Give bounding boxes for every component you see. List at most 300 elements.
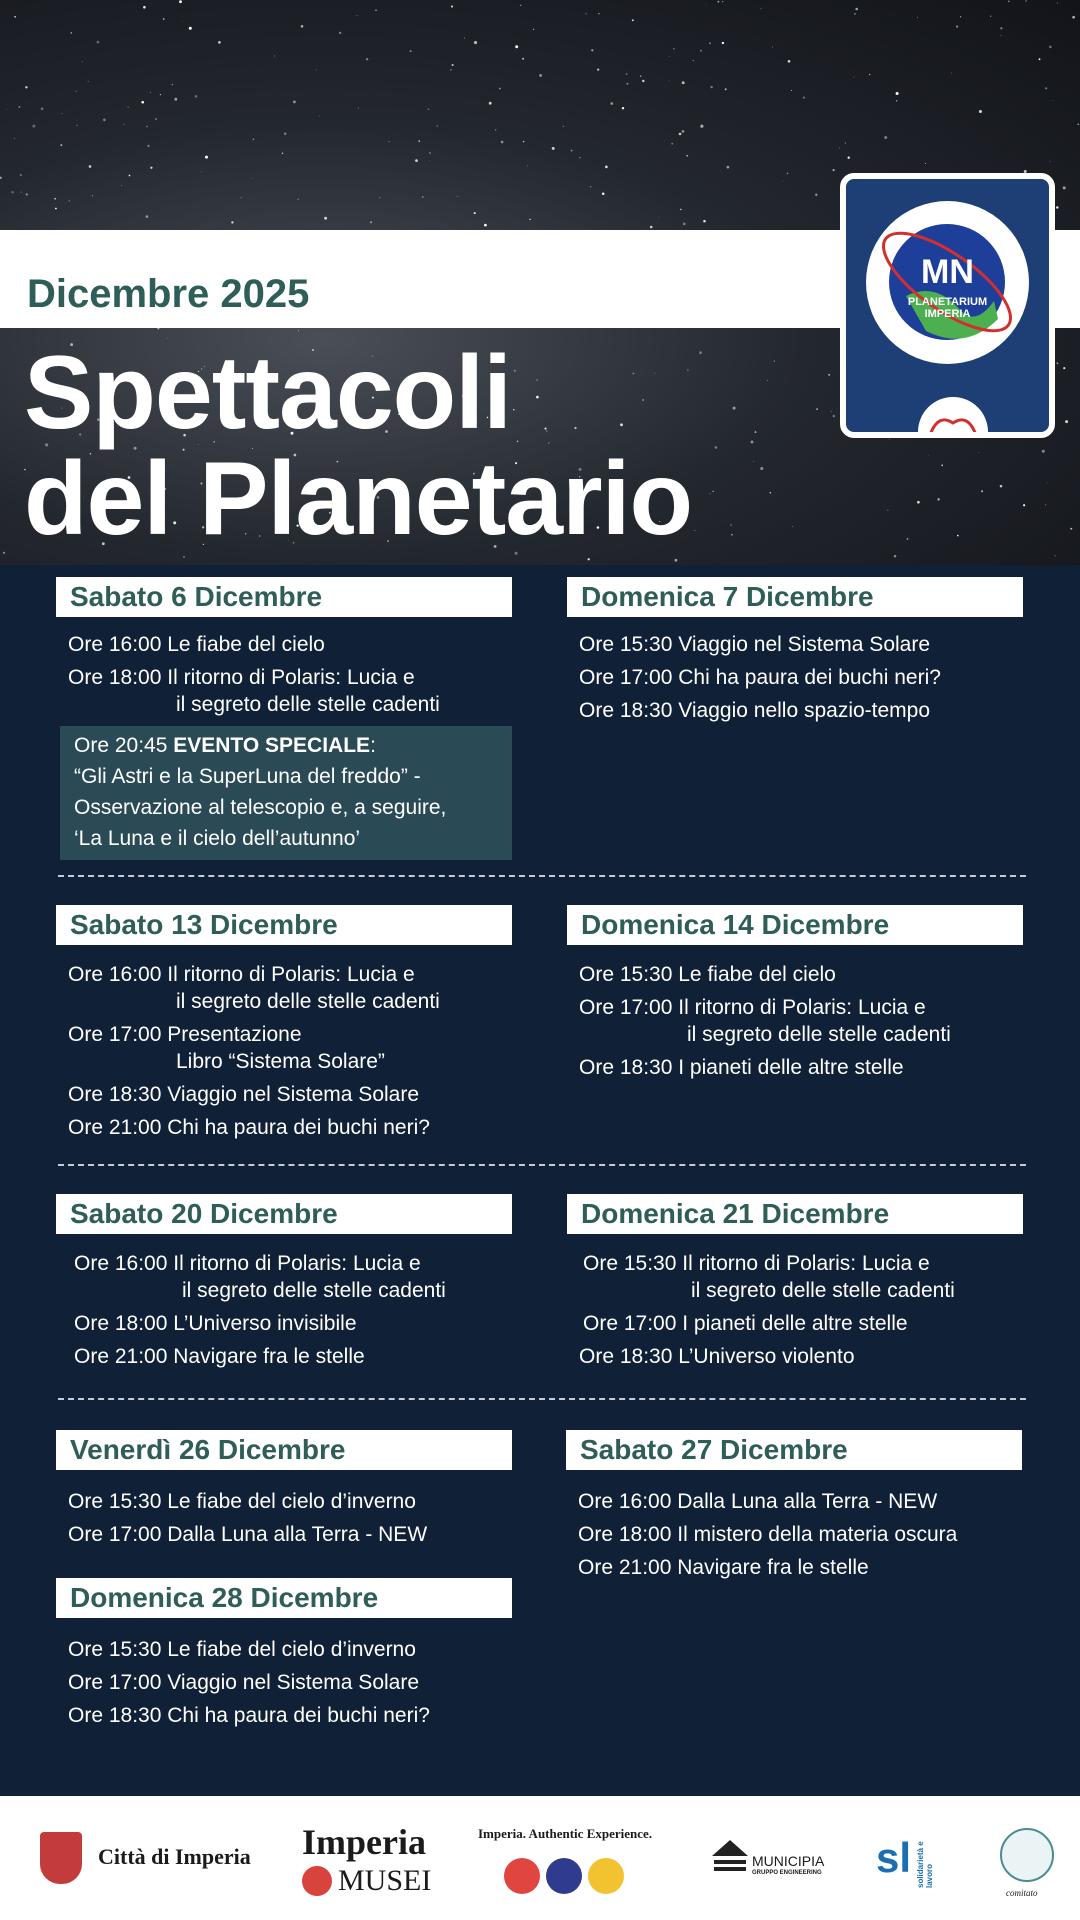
star xyxy=(69,200,70,201)
star xyxy=(55,208,57,210)
authentic-icon-blue xyxy=(546,1858,582,1894)
day-block-sun-28 xyxy=(56,1578,512,1729)
title-line-1: Spettacoli xyxy=(24,335,511,451)
star xyxy=(129,175,131,177)
star xyxy=(730,525,731,526)
event-item xyxy=(56,1250,512,1304)
star xyxy=(981,490,983,492)
event-title: Il ritorno di Polaris: Lucia e xyxy=(682,1252,930,1275)
sponsor-footer xyxy=(0,1796,1080,1920)
star xyxy=(103,119,106,122)
solidarieta-logo: sl xyxy=(876,1834,912,1881)
star xyxy=(1063,367,1065,369)
star xyxy=(520,5,521,6)
star xyxy=(252,178,253,179)
day-block-sun-21 xyxy=(567,1194,1023,1370)
star xyxy=(626,73,628,75)
event-title: Viaggio nel Sistema Solare xyxy=(167,1671,420,1694)
event-title: Il mistero della materia oscura xyxy=(677,1523,958,1546)
star xyxy=(622,107,624,109)
event-time: Ore 17:00 xyxy=(583,1312,677,1335)
star xyxy=(675,559,678,562)
day-block-sat-20 xyxy=(56,1194,512,1370)
star xyxy=(815,194,817,196)
star xyxy=(316,69,317,70)
star xyxy=(917,17,918,18)
star xyxy=(274,56,275,57)
star xyxy=(709,42,711,44)
event-title: Viaggio nello spazio-tempo xyxy=(678,699,931,722)
star xyxy=(659,217,660,218)
star xyxy=(150,92,151,93)
star xyxy=(632,19,634,21)
authentic-experience-text: Imperia. Authentic Experience. xyxy=(478,1826,653,1841)
star xyxy=(533,29,534,30)
day-heading: Sabato 13 Dicembre xyxy=(56,905,512,945)
star xyxy=(97,41,100,44)
musei-mark-icon xyxy=(302,1866,332,1896)
star xyxy=(32,125,35,128)
star xyxy=(640,76,641,77)
star xyxy=(375,10,376,11)
event-time: Ore 15:30 xyxy=(68,1638,162,1661)
star xyxy=(979,110,982,113)
star xyxy=(751,440,754,443)
event-time: Ore 21:00 xyxy=(578,1556,672,1579)
star xyxy=(92,195,93,196)
star xyxy=(284,132,287,135)
event-title: L’Universo violento xyxy=(678,1345,855,1368)
event-item xyxy=(567,631,1023,658)
star xyxy=(324,217,327,220)
event-time: Ore 18:30 xyxy=(68,1083,162,1106)
event-time: Ore 18:30 xyxy=(579,699,673,722)
star xyxy=(529,219,531,221)
star xyxy=(700,125,703,128)
star xyxy=(1039,58,1041,60)
city-crest-icon xyxy=(40,1832,82,1884)
musei-line1: Imperia xyxy=(302,1822,426,1862)
star xyxy=(717,1,719,3)
star xyxy=(76,91,77,92)
day-heading: Domenica 28 Dicembre xyxy=(56,1578,512,1618)
special-event-colon: : xyxy=(370,734,376,757)
event-time: Ore 18:00 xyxy=(578,1523,672,1546)
star xyxy=(855,8,858,11)
event-time: Ore 18:30 xyxy=(579,1056,673,1079)
event-title-continued: Libro “Sistema Solare” xyxy=(176,1050,385,1073)
event-time: Ore 16:00 xyxy=(578,1490,672,1513)
event-title: Chi ha paura dei buchi neri? xyxy=(167,1116,430,1139)
star xyxy=(1000,485,1003,488)
event-item xyxy=(567,994,1023,1048)
star xyxy=(160,94,161,95)
star xyxy=(669,80,670,81)
event-title: Viaggio nel Sistema Solare xyxy=(167,1083,420,1106)
day-heading: Sabato 6 Dicembre xyxy=(56,577,512,617)
star xyxy=(783,180,784,181)
section-divider xyxy=(58,1164,1026,1166)
event-item xyxy=(56,1310,512,1337)
event-item xyxy=(56,664,512,718)
event-time: Ore 15:30 xyxy=(583,1252,677,1275)
star xyxy=(1056,206,1058,208)
citta-di-imperia-logo: Città di Imperia xyxy=(98,1844,251,1869)
star xyxy=(515,45,518,48)
star xyxy=(429,152,431,154)
event-time: Ore 16:00 xyxy=(68,633,162,656)
star xyxy=(539,74,542,77)
event-item xyxy=(56,1343,512,1370)
star xyxy=(293,101,296,104)
special-event-time: Ore 20:45 xyxy=(74,734,174,757)
star xyxy=(121,185,122,186)
event-item xyxy=(56,1114,512,1141)
event-item xyxy=(56,1636,512,1663)
star xyxy=(146,126,148,128)
event-title: Presentazione xyxy=(167,1023,302,1046)
star xyxy=(379,197,380,198)
star xyxy=(679,133,682,136)
event-title-continued: il segreto delle stelle cadenti xyxy=(182,1279,446,1302)
event-title: Dalla Luna alla Terra - NEW xyxy=(167,1523,428,1546)
arch-icon xyxy=(918,405,988,438)
event-item xyxy=(56,1521,512,1548)
comitato-emblem-icon xyxy=(1000,1828,1054,1882)
star xyxy=(11,191,13,193)
star xyxy=(1045,87,1047,89)
star xyxy=(831,411,832,412)
star xyxy=(297,199,298,200)
star xyxy=(7,109,8,110)
star xyxy=(522,58,524,60)
star xyxy=(339,32,341,34)
star xyxy=(1025,0,1026,1)
star xyxy=(415,159,418,162)
event-time: Ore 16:00 xyxy=(74,1252,168,1275)
star xyxy=(896,100,898,102)
event-title: Il ritorno di Polaris: Lucia e xyxy=(173,1252,421,1275)
star xyxy=(907,538,909,540)
event-title: Navigare fra le stelle xyxy=(173,1345,365,1368)
event-title: Le fiabe del cielo xyxy=(167,633,325,656)
star xyxy=(174,98,177,101)
event-item xyxy=(567,697,1023,724)
event-title-continued: il segreto delle stelle cadenti xyxy=(687,1023,951,1046)
star xyxy=(1042,450,1045,453)
day-block-sun-7 xyxy=(567,577,1023,724)
star xyxy=(1077,123,1079,125)
day-heading: Sabato 20 Dicembre xyxy=(56,1194,512,1234)
event-item xyxy=(566,1521,1022,1548)
star xyxy=(523,141,525,143)
star xyxy=(388,141,389,142)
event-item xyxy=(567,961,1023,988)
star xyxy=(1072,16,1075,19)
star xyxy=(450,69,451,70)
event-item xyxy=(56,1669,512,1696)
event-item xyxy=(567,1343,1023,1370)
star xyxy=(598,13,599,14)
star xyxy=(588,558,590,560)
event-title: Chi ha paura dei buchi neri? xyxy=(167,1704,430,1727)
star xyxy=(755,431,757,433)
logo-globe-circle xyxy=(866,201,1029,364)
star xyxy=(671,143,673,145)
star xyxy=(680,209,681,210)
star xyxy=(792,526,793,527)
star xyxy=(1070,528,1072,530)
star xyxy=(82,61,83,62)
star xyxy=(925,163,926,164)
star xyxy=(21,192,22,193)
event-title: Chi ha paura dei buchi neri? xyxy=(678,666,941,689)
star xyxy=(366,58,368,60)
star xyxy=(839,148,840,149)
star xyxy=(1000,27,1002,29)
star xyxy=(201,171,202,172)
star xyxy=(253,138,255,140)
star xyxy=(464,38,465,39)
event-item xyxy=(567,1250,1023,1304)
star xyxy=(231,221,233,223)
star xyxy=(884,136,887,139)
imperia-musei-logo xyxy=(302,1824,426,1860)
star xyxy=(715,446,718,449)
day-block-sat-6 xyxy=(56,577,512,860)
star xyxy=(951,73,952,74)
star xyxy=(682,81,685,84)
star xyxy=(1055,555,1056,556)
star xyxy=(713,491,714,492)
star xyxy=(163,18,165,20)
event-title: Navigare fra le stelle xyxy=(677,1556,869,1579)
special-event-line4: ‘La Luna e il cielo dell’autunno’ xyxy=(74,827,361,850)
authentic-icon-yellow xyxy=(588,1858,624,1894)
star xyxy=(686,155,688,157)
star xyxy=(928,455,929,456)
event-time: Ore 21:00 xyxy=(74,1345,168,1368)
star xyxy=(20,174,22,176)
star xyxy=(1065,420,1068,423)
star xyxy=(774,360,775,361)
event-time: Ore 18:30 xyxy=(68,1704,162,1727)
star xyxy=(682,130,685,133)
star xyxy=(626,83,628,85)
star xyxy=(669,56,670,57)
event-title-continued: il segreto delle stelle cadenti xyxy=(176,990,440,1013)
day-heading: Domenica 14 Dicembre xyxy=(567,905,1023,945)
event-item xyxy=(56,961,512,1015)
star xyxy=(853,77,854,78)
star xyxy=(172,84,173,85)
star xyxy=(833,169,835,171)
star xyxy=(710,86,712,88)
day-block-sat-27 xyxy=(566,1430,1022,1581)
event-title: Il ritorno di Polaris: Lucia e xyxy=(678,996,926,1019)
star xyxy=(1052,100,1053,101)
star xyxy=(146,215,149,218)
star xyxy=(788,60,791,63)
event-title: Viaggio nel Sistema Solare xyxy=(678,633,931,656)
star xyxy=(127,107,128,108)
month-heading: Dicembre 2025 xyxy=(27,272,310,316)
star xyxy=(767,380,768,381)
star xyxy=(14,16,16,18)
event-item xyxy=(56,1702,512,1729)
star xyxy=(597,69,599,71)
star xyxy=(590,186,591,187)
star xyxy=(941,465,943,467)
star xyxy=(610,102,613,105)
star xyxy=(552,147,555,150)
special-event-line3: Osservazione al telescopio e, a seguire, xyxy=(74,796,447,819)
star xyxy=(693,60,694,61)
star xyxy=(854,13,856,15)
musei-line2: MUSEI xyxy=(338,1864,432,1897)
star xyxy=(722,1,723,2)
star xyxy=(155,118,157,120)
event-item xyxy=(56,631,512,658)
star xyxy=(358,108,359,109)
star xyxy=(495,129,496,130)
star xyxy=(150,167,152,169)
star xyxy=(1045,504,1046,505)
star xyxy=(699,351,702,354)
star xyxy=(710,493,711,494)
section-divider xyxy=(58,875,1026,877)
planetarium-logo xyxy=(840,173,1055,438)
star xyxy=(205,156,208,159)
star xyxy=(189,27,192,30)
star xyxy=(61,113,62,114)
star xyxy=(179,0,182,3)
event-item xyxy=(56,1488,512,1515)
star xyxy=(41,108,44,111)
event-time: Ore 17:00 xyxy=(68,1023,162,1046)
star xyxy=(571,150,573,152)
event-time: Ore 15:30 xyxy=(68,1490,162,1513)
star xyxy=(1057,2,1058,3)
star xyxy=(896,92,899,95)
star xyxy=(579,157,581,159)
authentic-icon-red xyxy=(504,1858,540,1894)
star xyxy=(770,492,772,494)
star xyxy=(917,501,920,504)
star xyxy=(586,13,587,14)
star xyxy=(889,439,890,440)
star xyxy=(489,102,492,105)
event-time: Ore 18:00 xyxy=(68,666,162,689)
special-event-line1 xyxy=(74,730,498,761)
star xyxy=(298,330,299,331)
star xyxy=(1008,0,1010,2)
star xyxy=(76,125,77,126)
star xyxy=(418,140,419,141)
star xyxy=(1063,186,1066,189)
star xyxy=(828,374,830,376)
star xyxy=(1023,504,1025,506)
logo-name xyxy=(866,296,1029,320)
star xyxy=(141,101,144,104)
star xyxy=(88,81,89,82)
star xyxy=(195,95,198,98)
event-time: Ore 17:00 xyxy=(68,1523,162,1546)
star xyxy=(725,88,727,90)
event-time: Ore 21:00 xyxy=(68,1116,162,1139)
star xyxy=(474,212,476,214)
star xyxy=(957,535,959,537)
star xyxy=(673,48,675,50)
star xyxy=(978,452,979,453)
star xyxy=(703,220,706,223)
event-time: Ore 17:00 xyxy=(579,996,673,1019)
star xyxy=(499,88,501,90)
star xyxy=(731,534,732,535)
day-heading: Venerdì 26 Dicembre xyxy=(56,1430,512,1470)
star xyxy=(694,530,695,531)
day-block-sun-14 xyxy=(567,905,1023,1081)
star xyxy=(845,143,846,144)
star xyxy=(422,196,423,197)
event-time: Ore 17:00 xyxy=(68,1671,162,1694)
star xyxy=(990,16,991,17)
star xyxy=(0,177,2,179)
star xyxy=(848,157,850,159)
event-title: Le fiabe del cielo xyxy=(678,963,836,986)
star xyxy=(3,552,5,554)
star xyxy=(956,25,958,27)
municipia-subtext: GRUPPO ENGINEERING xyxy=(752,1870,822,1876)
star xyxy=(605,166,608,169)
star xyxy=(772,47,773,48)
star xyxy=(54,198,56,200)
event-time: Ore 15:30 xyxy=(579,633,673,656)
event-time: Ore 18:00 xyxy=(74,1312,168,1335)
star xyxy=(591,49,593,51)
star xyxy=(436,125,438,127)
event-item xyxy=(56,1081,512,1108)
star xyxy=(683,223,686,226)
star xyxy=(563,126,564,127)
event-title: Il ritorno di Polaris: Lucia e xyxy=(167,963,415,986)
event-time: Ore 15:30 xyxy=(579,963,673,986)
logo-letters: MN xyxy=(921,253,974,291)
day-block-sat-13 xyxy=(56,905,512,1141)
star xyxy=(370,221,372,223)
star xyxy=(484,224,487,227)
event-time: Ore 16:00 xyxy=(68,963,162,986)
event-title: Le fiabe del cielo d’inverno xyxy=(167,1638,416,1661)
star xyxy=(816,408,818,410)
star xyxy=(787,173,789,175)
event-time: Ore 17:00 xyxy=(579,666,673,689)
star xyxy=(71,32,73,34)
star xyxy=(960,16,961,17)
star xyxy=(1047,483,1048,484)
municipia-text: MUNICIPIA xyxy=(752,1853,825,1869)
star xyxy=(26,193,28,195)
event-title-continued: il segreto delle stelle cadenti xyxy=(176,693,440,716)
star xyxy=(722,42,724,44)
star xyxy=(869,74,871,76)
star xyxy=(753,461,754,462)
star xyxy=(457,196,458,197)
star xyxy=(803,96,805,98)
star xyxy=(527,166,528,167)
event-title: I pianeti delle altre stelle xyxy=(678,1056,904,1079)
star xyxy=(282,153,283,154)
